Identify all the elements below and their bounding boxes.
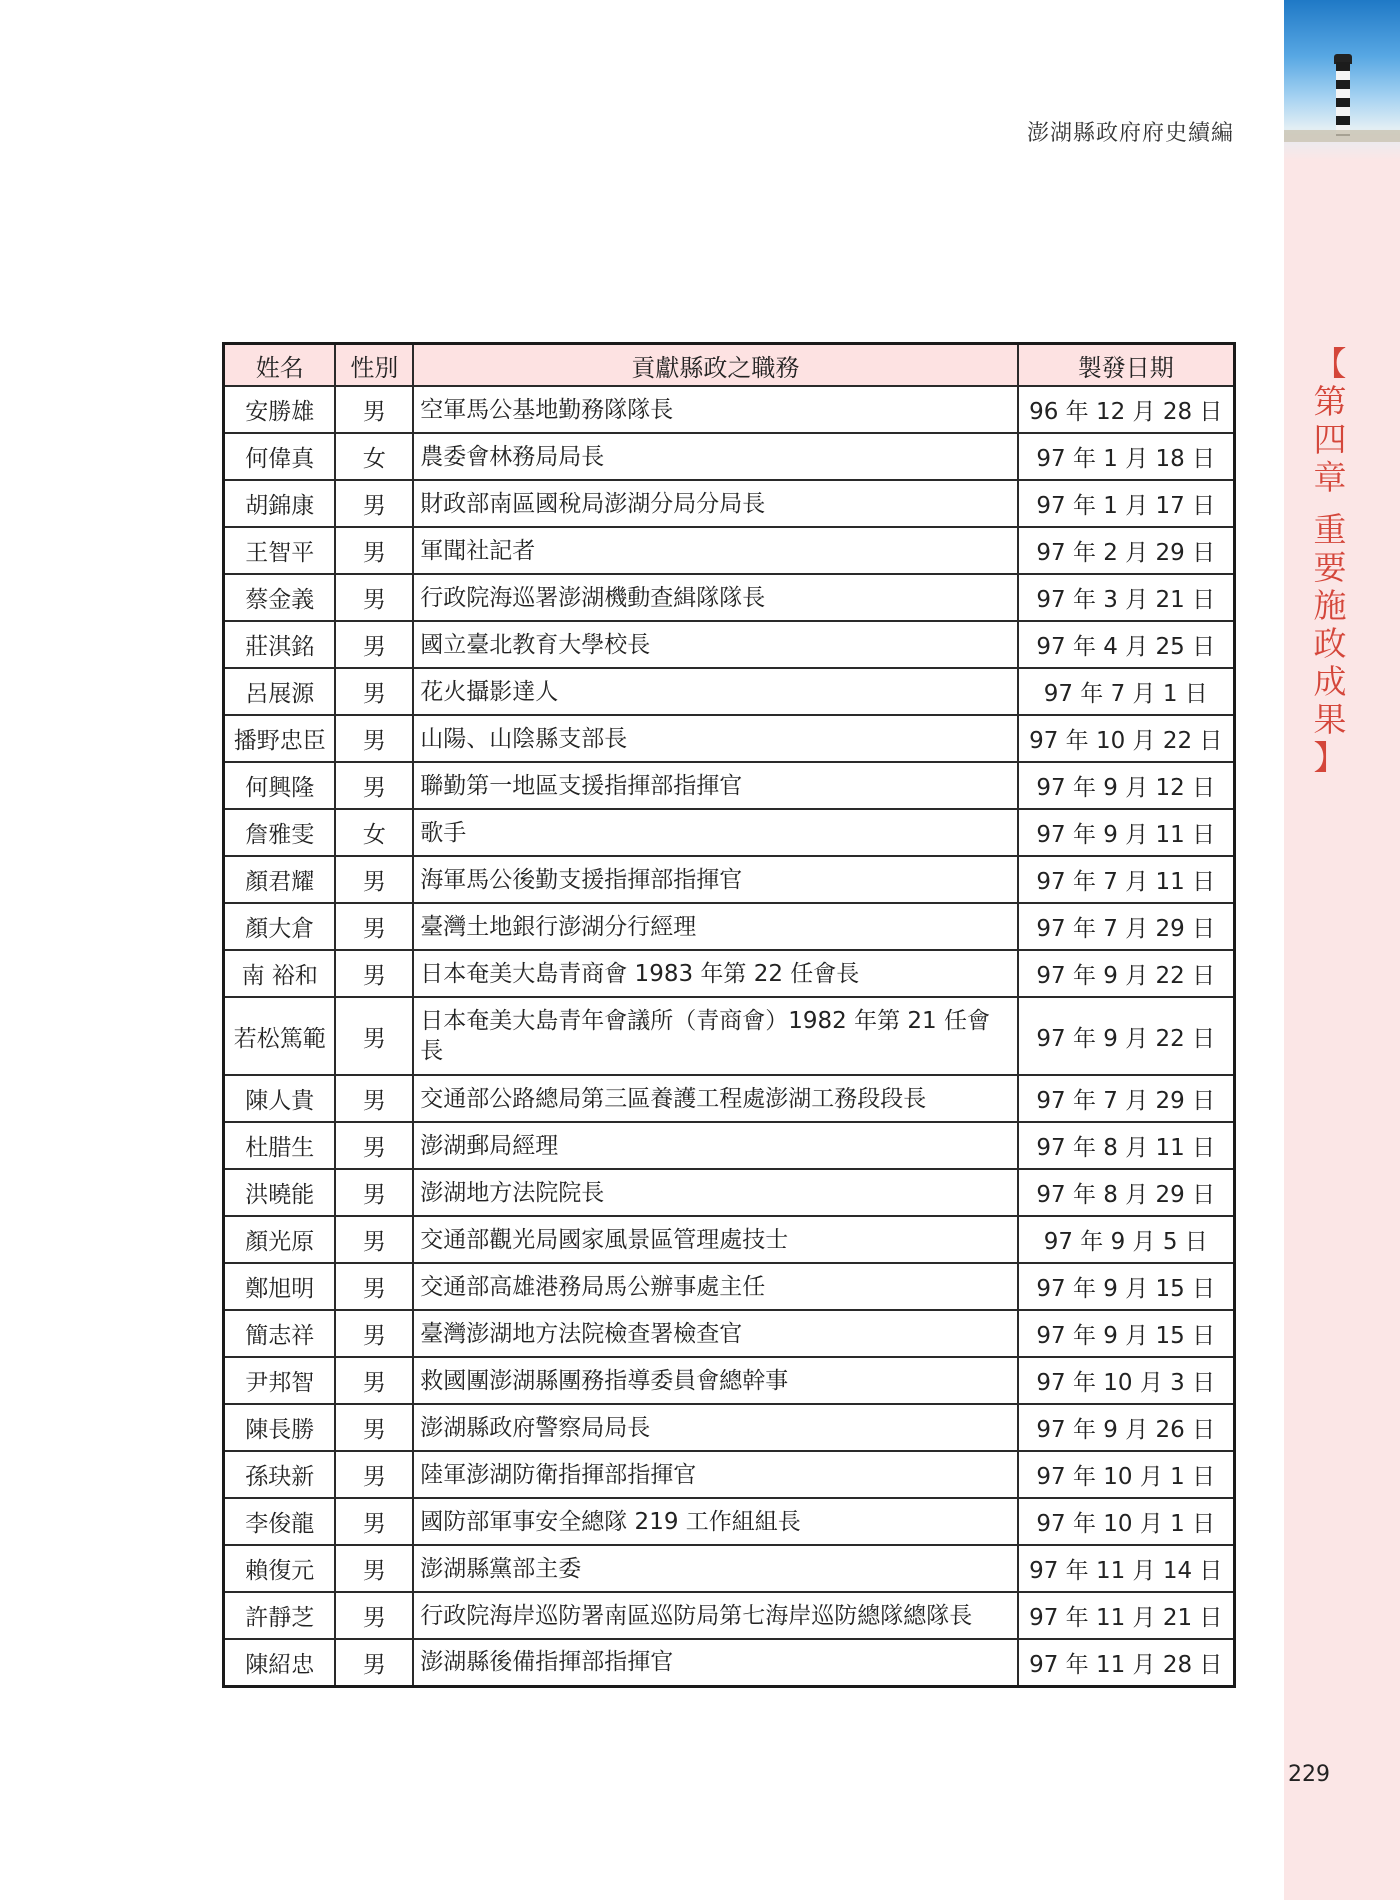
chapter-char: 第 [1313,382,1347,421]
cell-gender: 女 [335,433,413,480]
header-duty: 貢獻縣政之職務 [413,344,1017,387]
chapter-char: 重 [1313,510,1347,549]
cell-duty: 澎湖縣黨部主委 [413,1545,1017,1592]
table-header-row [224,344,1235,387]
lighthouse-tower [1336,62,1350,136]
cell-duty: 國立臺北教育大學校長 [413,621,1017,668]
cell-duty: 行政院海巡署澎湖機動查緝隊隊長 [413,574,1017,621]
lighthouse-shore [1284,130,1400,142]
table-row [224,1075,1235,1122]
cell-name: 胡錦康 [224,480,336,527]
cell-gender: 男 [335,1169,413,1216]
cell-name: 顏君耀 [224,856,336,903]
table-row [224,668,1235,715]
cell-duty: 臺灣澎湖地方法院檢查署檢查官 [413,1310,1017,1357]
table-row [224,1169,1235,1216]
cell-date: 96 年 12 月 28 日 [1018,386,1235,433]
cell-name: 何興隆 [224,762,336,809]
header-gender: 性別 [335,344,413,387]
cell-name: 陳長勝 [224,1404,336,1451]
cell-gender: 男 [335,621,413,668]
cell-duty: 花火攝影達人 [413,668,1017,715]
cell-date: 97 年 9 月 15 日 [1018,1310,1235,1357]
chapter-char: 】 [1313,738,1347,777]
cell-date: 97 年 10 月 3 日 [1018,1357,1235,1404]
cell-duty: 空軍馬公基地勤務隊隊長 [413,386,1017,433]
cell-name: 南 裕和 [224,950,336,997]
cell-gender: 男 [335,1639,413,1686]
cell-gender: 男 [335,1075,413,1122]
cell-duty: 澎湖郵局經理 [413,1122,1017,1169]
cell-gender: 男 [335,1122,413,1169]
cell-gender: 男 [335,1404,413,1451]
cell-duty: 行政院海岸巡防署南區巡防局第七海岸巡防總隊總隊長 [413,1592,1017,1639]
cell-gender: 男 [335,762,413,809]
header-name: 姓名 [224,344,336,387]
cell-duty: 陸軍澎湖防衛指揮部指揮官 [413,1451,1017,1498]
cell-duty: 交通部觀光局國家風景區管理處技士 [413,1216,1017,1263]
cell-duty: 交通部高雄港務局馬公辦事處主任 [413,1263,1017,1310]
cell-name: 許靜芝 [224,1592,336,1639]
cell-date: 97 年 9 月 12 日 [1018,762,1235,809]
chapter-char: 成 [1313,662,1347,701]
cell-duty: 臺灣土地銀行澎湖分行經理 [413,903,1017,950]
cell-name: 莊淇銘 [224,621,336,668]
cell-date: 97 年 8 月 29 日 [1018,1169,1235,1216]
cell-name: 顏大倉 [224,903,336,950]
cell-date: 97 年 9 月 22 日 [1018,997,1235,1075]
side-strip [1284,0,1400,1900]
cell-name: 王智平 [224,527,336,574]
cell-gender: 女 [335,809,413,856]
table-row [224,1545,1235,1592]
cell-duty: 軍聞社記者 [413,527,1017,574]
cell-gender: 男 [335,574,413,621]
cell-date: 97 年 7 月 1 日 [1018,668,1235,715]
running-head: 澎湖縣政府府史續編 [1026,121,1234,146]
table-row [224,809,1235,856]
cell-gender: 男 [335,527,413,574]
lighthouse-photo [1284,0,1400,160]
cell-date: 97 年 4 月 25 日 [1018,621,1235,668]
cell-duty: 日本奄美大島青年會議所（青商會）1982 年第 21 任會長 [413,997,1017,1075]
table-row [224,1498,1235,1545]
cell-name: 安勝雄 [224,386,336,433]
cell-name: 呂展源 [224,668,336,715]
table-row [224,1404,1235,1451]
cell-name: 李俊龍 [224,1498,336,1545]
cell-name: 鄭旭明 [224,1263,336,1310]
cell-duty: 海軍馬公後勤支援指揮部指揮官 [413,856,1017,903]
table-row [224,997,1235,1075]
table-row [224,527,1235,574]
cell-name: 詹雅雯 [224,809,336,856]
cell-name: 洪曉能 [224,1169,336,1216]
cell-gender: 男 [335,480,413,527]
cell-duty: 日本奄美大島青商會 1983 年第 22 任會長 [413,950,1017,997]
honoree-table [222,342,1236,1688]
page-number: 229 [1288,1762,1330,1787]
cell-date: 97 年 2 月 29 日 [1018,527,1235,574]
cell-duty: 財政部南區國稅局澎湖分局分局長 [413,480,1017,527]
cell-gender: 男 [335,1451,413,1498]
cell-date: 97 年 7 月 29 日 [1018,903,1235,950]
cell-date: 97 年 1 月 17 日 [1018,480,1235,527]
cell-name: 播野忠臣 [224,715,336,762]
cell-name: 陳紹忠 [224,1639,336,1686]
cell-duty: 交通部公路總局第三區養護工程處澎湖工務段段長 [413,1075,1017,1122]
cell-gender: 男 [335,1310,413,1357]
cell-date: 97 年 11 月 21 日 [1018,1592,1235,1639]
cell-duty: 山陽、山陰縣支部長 [413,715,1017,762]
table-row [224,762,1235,809]
cell-duty: 澎湖縣政府警察局局長 [413,1404,1017,1451]
table-row [224,574,1235,621]
cell-date: 97 年 9 月 26 日 [1018,1404,1235,1451]
table-row [224,1310,1235,1357]
cell-duty: 農委會林務局局長 [413,433,1017,480]
cell-name: 賴復元 [224,1545,336,1592]
chapter-gap [1302,497,1358,511]
cell-name: 何偉真 [224,433,336,480]
cell-duty: 歌手 [413,809,1017,856]
chapter-char: 四 [1313,420,1347,459]
cell-date: 97 年 11 月 14 日 [1018,1545,1235,1592]
cell-date: 97 年 10 月 1 日 [1018,1451,1235,1498]
table-row [224,480,1235,527]
cell-name: 孫玦新 [224,1451,336,1498]
cell-name: 蔡金義 [224,574,336,621]
cell-duty: 澎湖地方法院院長 [413,1169,1017,1216]
cell-gender: 男 [335,950,413,997]
table-row [224,1216,1235,1263]
cell-gender: 男 [335,1545,413,1592]
cell-gender: 男 [335,1592,413,1639]
cell-gender: 男 [335,997,413,1075]
cell-date: 97 年 7 月 29 日 [1018,1075,1235,1122]
cell-duty: 國防部軍事安全總隊 219 工作組組長 [413,1498,1017,1545]
cell-duty: 聯勤第一地區支援指揮部指揮官 [413,762,1017,809]
cell-gender: 男 [335,668,413,715]
cell-date: 97 年 9 月 22 日 [1018,950,1235,997]
table-row [224,1263,1235,1310]
table-row [224,1451,1235,1498]
table-row [224,903,1235,950]
chapter-char: 果 [1313,700,1347,739]
header-date: 製發日期 [1018,344,1235,387]
cell-date: 97 年 9 月 5 日 [1018,1216,1235,1263]
cell-date: 97 年 10 月 22 日 [1018,715,1235,762]
cell-name: 若松篤範 [224,997,336,1075]
cell-duty: 澎湖縣後備指揮部指揮官 [413,1639,1017,1686]
table-row [224,621,1235,668]
cell-date: 97 年 11 月 28 日 [1018,1639,1235,1686]
cell-name: 杜腊生 [224,1122,336,1169]
cell-gender: 男 [335,903,413,950]
chapter-char: 政 [1313,624,1347,663]
cell-gender: 男 [335,715,413,762]
cell-name: 簡志祥 [224,1310,336,1357]
table-row [224,433,1235,480]
cell-duty: 救國團澎湖縣團務指導委員會總幹事 [413,1357,1017,1404]
table-row [224,950,1235,997]
cell-gender: 男 [335,1263,413,1310]
cell-gender: 男 [335,386,413,433]
chapter-char: 施 [1313,586,1347,625]
cell-gender: 男 [335,1498,413,1545]
table-row [224,1592,1235,1639]
cell-date: 97 年 9 月 15 日 [1018,1263,1235,1310]
cell-date: 97 年 3 月 21 日 [1018,574,1235,621]
table-row [224,715,1235,762]
chapter-char: 章 [1313,458,1347,497]
table-row [224,1639,1235,1686]
cell-date: 97 年 9 月 11 日 [1018,809,1235,856]
table-row [224,386,1235,433]
table-body [224,386,1235,1686]
table-row [224,1357,1235,1404]
cell-gender: 男 [335,1357,413,1404]
cell-gender: 男 [335,1216,413,1263]
cell-name: 陳人貴 [224,1075,336,1122]
cell-date: 97 年 1 月 18 日 [1018,433,1235,480]
cell-date: 97 年 10 月 1 日 [1018,1498,1235,1545]
table-row [224,1122,1235,1169]
table-row [224,856,1235,903]
chapter-char: 要 [1313,548,1347,587]
cell-date: 97 年 8 月 11 日 [1018,1122,1235,1169]
chapter-char: 【 [1313,344,1347,383]
chapter-label [1302,345,1358,777]
cell-date: 97 年 7 月 11 日 [1018,856,1235,903]
cell-name: 尹邦智 [224,1357,336,1404]
cell-gender: 男 [335,856,413,903]
cell-name: 顏光原 [224,1216,336,1263]
